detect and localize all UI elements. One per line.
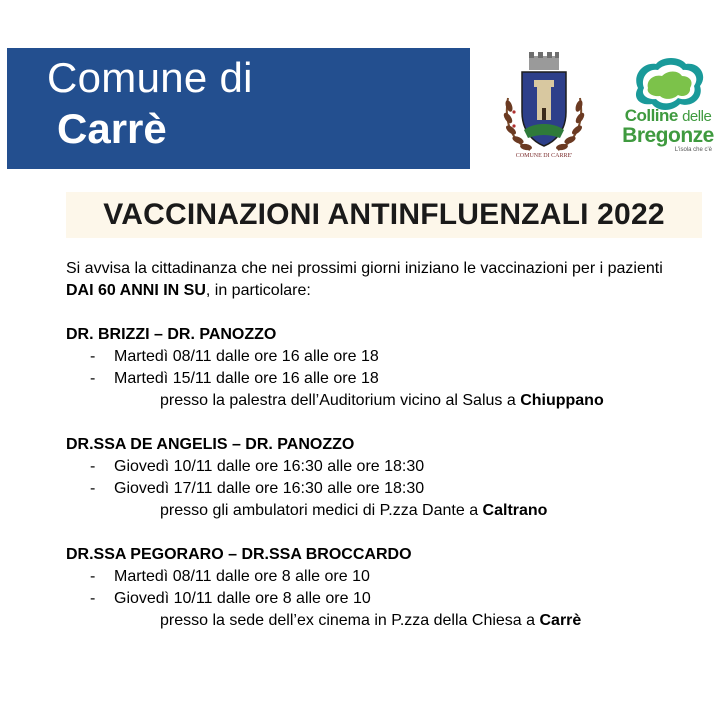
section-location [66, 610, 716, 632]
slot-text: Giovedì 10/11 dalle ore 8 alle ore 10 [114, 590, 371, 607]
dash-bullet: - [90, 568, 96, 585]
notice-body [66, 258, 716, 654]
dash-bullet: - [90, 480, 96, 497]
colline-bregonze-logo-icon [628, 54, 708, 114]
slot-text: Martedì 08/11 dalle ore 8 alle ore 10 [114, 568, 370, 585]
list-item [66, 368, 716, 390]
slot-list [66, 456, 716, 500]
slot-list [66, 346, 716, 390]
crest-caption: COMUNE DI CARRE' [515, 153, 573, 159]
location-town: Carrè [539, 612, 582, 629]
section-doctors: DR.SSA DE ANGELIS – DR. PANOZZO [66, 436, 355, 453]
dash-bullet: - [90, 458, 96, 475]
colline-tagline: L'isola che c'è [674, 147, 712, 153]
intro-text: Si avvisa la cittadinanza che nei prossimi giorni iniziano le vaccinazioni per i pazienti [66, 260, 663, 277]
slot-list [66, 566, 716, 610]
schedule-section [66, 434, 716, 522]
section-doctors: DR. BRIZZI – DR. PANOZZO [66, 326, 277, 343]
section-location [66, 500, 716, 522]
location-town: Chiuppano [520, 392, 604, 409]
colline-word1: Colline [624, 106, 678, 125]
banner-line2: Carrè [57, 105, 167, 152]
comune-banner [7, 48, 470, 169]
location-text: presso gli ambulatori medici di P.zza Dante a [160, 502, 479, 519]
colline-bregonze-wordmark [618, 107, 718, 154]
location-text: presso la sede dell’ex cinema in P.zza della Chiesa a [160, 612, 536, 629]
slot-text: Giovedì 10/11 dalle ore 16:30 alle ore 18:30 [114, 458, 425, 475]
dash-bullet: - [90, 590, 96, 607]
colline-word2: delle [682, 108, 712, 125]
dash-bullet: - [90, 348, 96, 365]
location-town: Caltrano [482, 502, 548, 519]
list-item [66, 346, 716, 368]
schedule-section [66, 544, 716, 632]
slot-text: Giovedì 17/11 dalle ore 16:30 alle ore 18:30 [114, 480, 425, 497]
list-item [66, 478, 716, 500]
schedule-section [66, 324, 716, 412]
list-item [66, 588, 716, 610]
section-location [66, 390, 716, 412]
dash-bullet: - [90, 370, 96, 387]
slot-text: Martedì 15/11 dalle ore 16 alle ore 18 [114, 370, 379, 387]
page-title: VACCINAZIONI ANTINFLUENZALI 2022 [66, 192, 702, 238]
list-item [66, 456, 716, 478]
intro-age-group: DAI 60 ANNI IN SU [66, 282, 206, 299]
intro-paragraph [66, 258, 716, 302]
colline-word3: Bregonze [622, 124, 714, 147]
slot-text: Martedì 08/11 dalle ore 16 alle ore 18 [114, 348, 379, 365]
location-text: presso la palestra dell’Auditorium vicino al Salus a [160, 392, 516, 409]
section-doctors: DR.SSA PEGORARO – DR.SSA BROCCARDO [66, 546, 412, 563]
list-item [66, 566, 716, 588]
banner-line1: Comune di [47, 54, 253, 101]
intro-after: , in particolare: [205, 282, 311, 299]
